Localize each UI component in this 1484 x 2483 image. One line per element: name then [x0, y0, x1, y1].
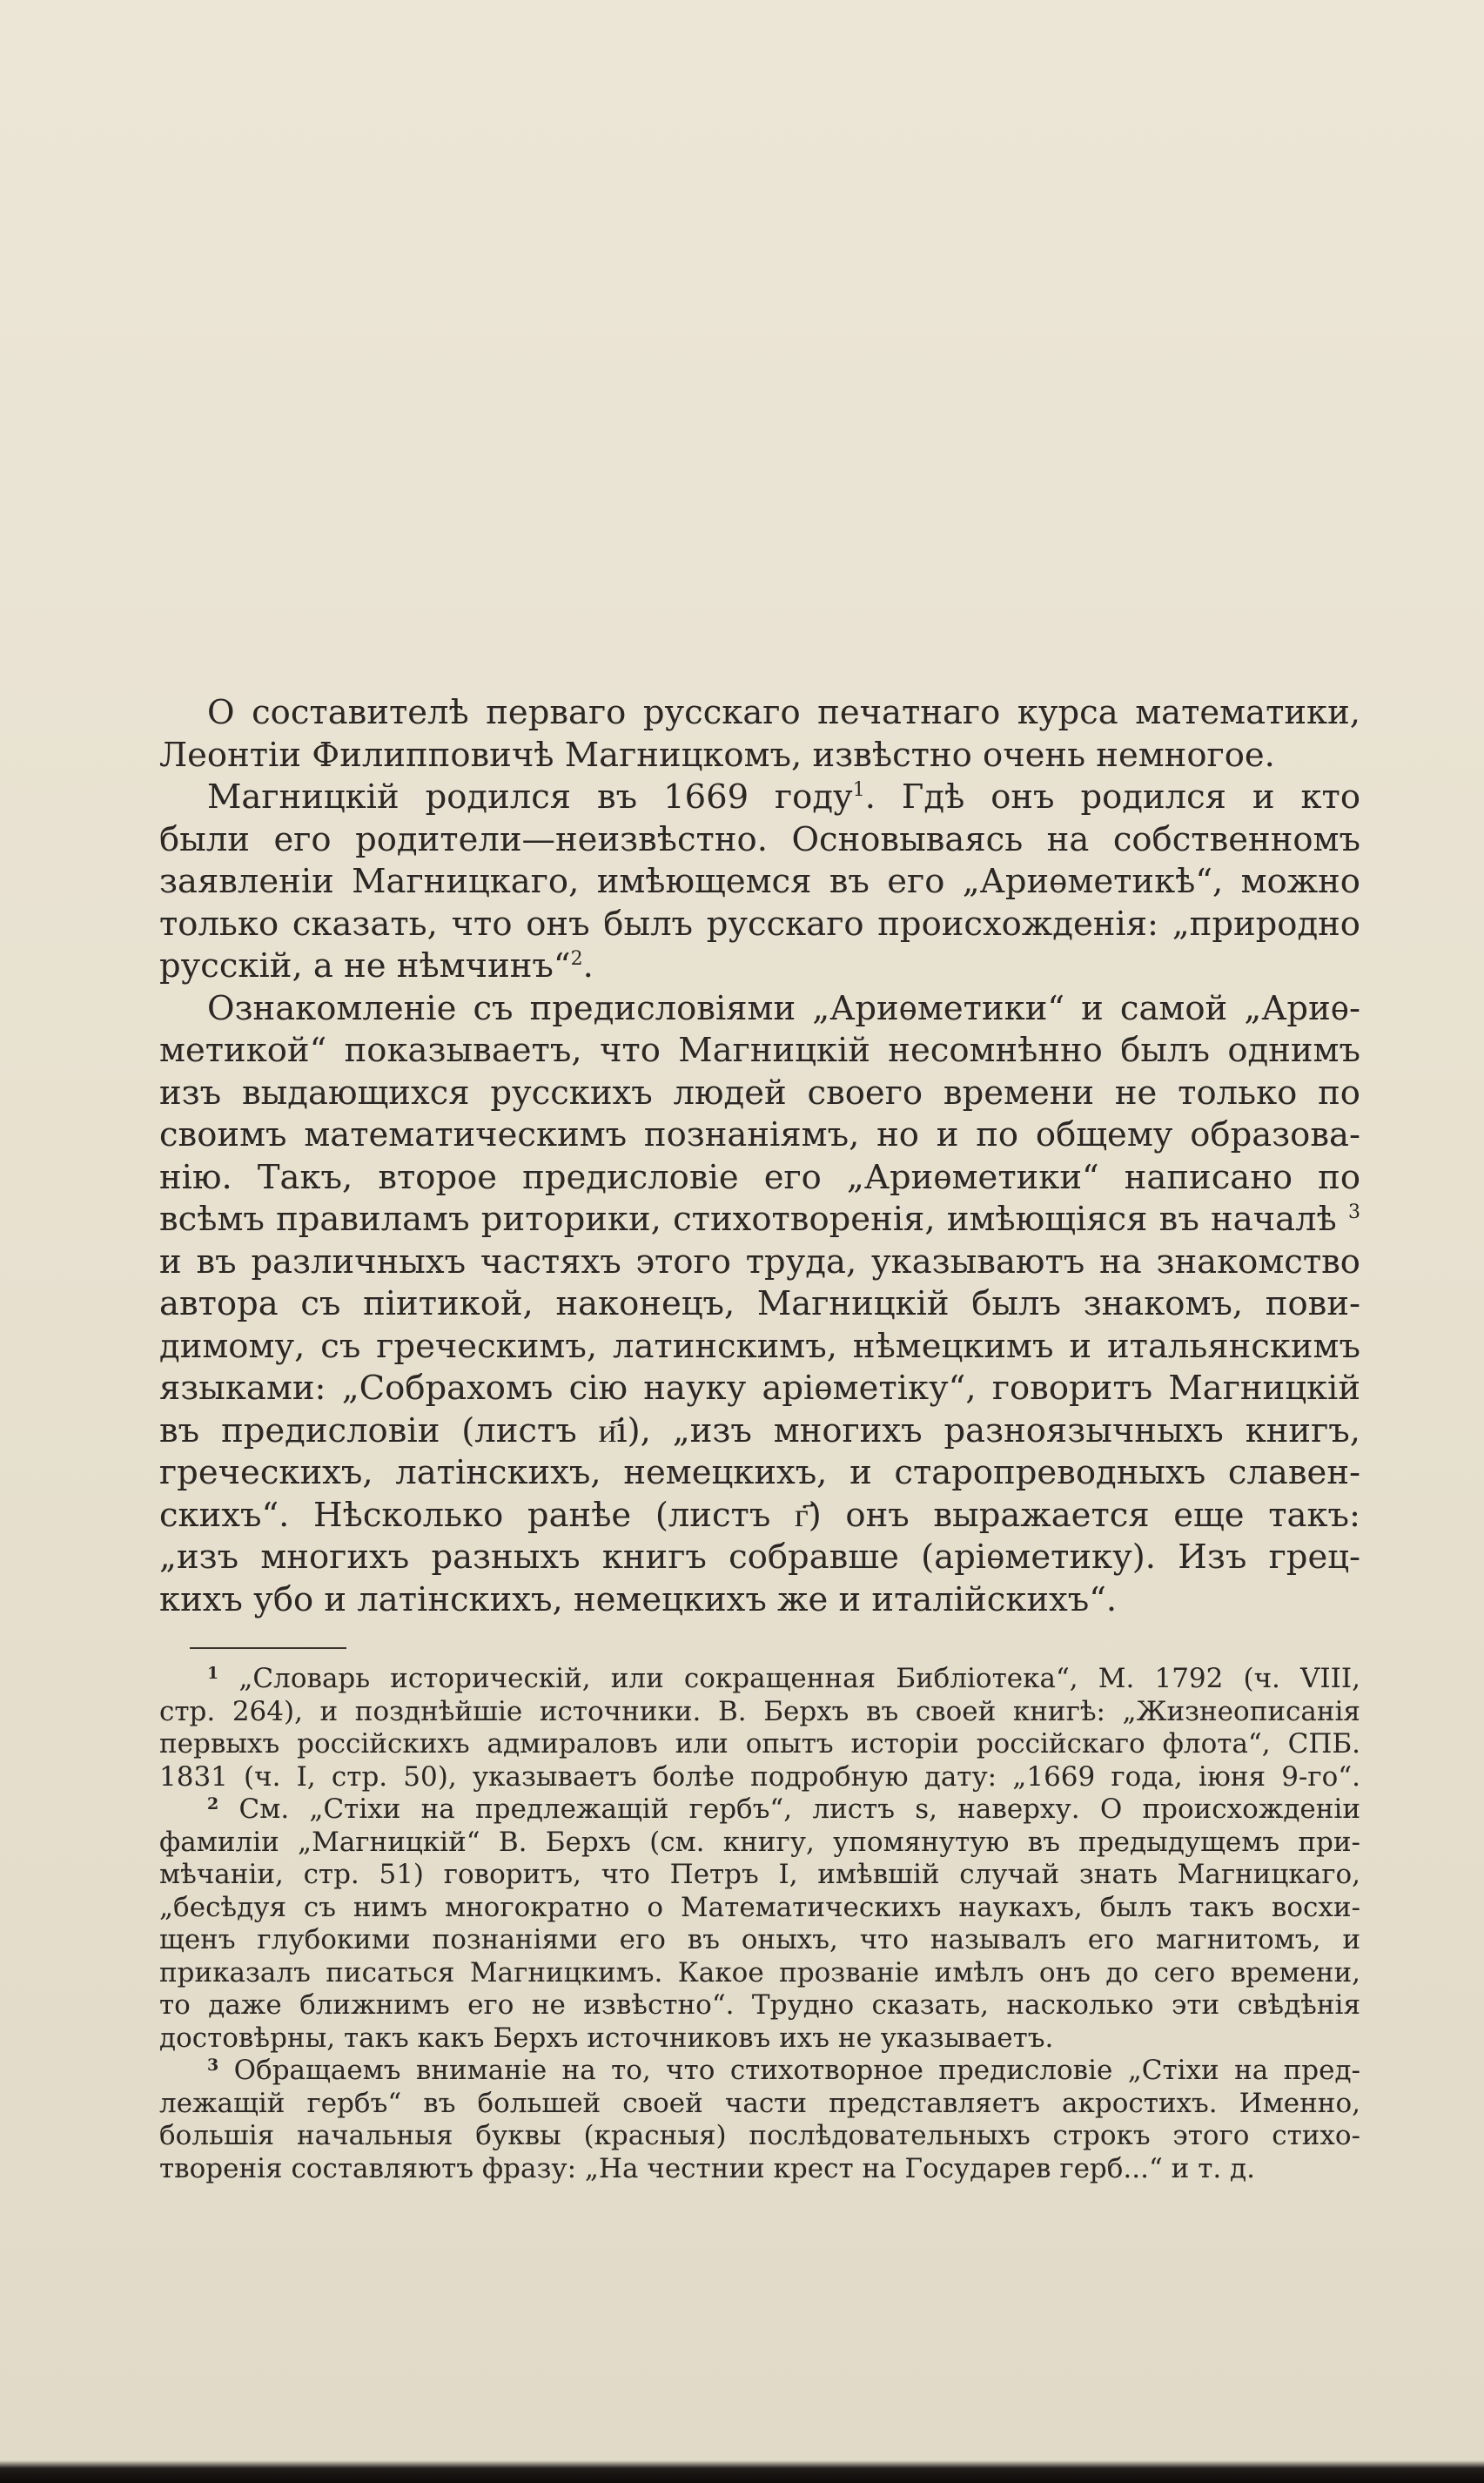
folio-mark: г҃: [794, 1495, 809, 1535]
footnote-line: лежащій гербъ“ въ большей своей части представляетъ акростихъ. Именно,: [159, 2087, 1360, 2119]
text-line: [159, 777, 1360, 819]
footnote-line: „бесѣдуя съ нимъ многократно о Математическихъ наукахъ, былъ такъ восхи-: [159, 1891, 1360, 1923]
footnotes: [159, 1663, 1360, 2185]
text-fragment: „Словарь историческій, или сокращенная Библіотека“, М. 1792 (ч. VIII,: [238, 1663, 1361, 1694]
footnote-line: достовѣрны, такъ какъ Берхъ источниковъ ихъ не указываетъ.: [159, 2022, 1054, 2054]
footnote-line: [159, 2055, 1360, 2088]
footnote-number: 3: [207, 2056, 219, 2075]
footnote-number: 2: [207, 1794, 219, 1813]
footnote-divider: [190, 1647, 346, 1649]
footnote-ref: 2: [570, 948, 583, 970]
text-fragment: русскій, а не нѣмчинъ“: [159, 946, 571, 986]
text-line: заявленіи Магницкаго, имѣющемся въ его „Ариѳметикѣ“, можно: [159, 862, 1360, 901]
footnote-line: стр. 264), и позднѣйшіе источники. В. Берхъ въ своей книгѣ: „Жизнеописанія: [159, 1695, 1360, 1727]
footnote-number: 1: [207, 1664, 219, 1683]
text-fragment: См. „Стіхи на предлежащій гербъ“, листъ: [238, 1793, 895, 1825]
text-line: автора съ піитикой, наконецъ, Магницкій былъ знакомъ, пови-: [159, 1284, 1360, 1323]
footnote-line: фамиліи „Магницкій“ В. Берхъ (см. книгу, упомянутую въ предыдущемъ при-: [159, 1826, 1360, 1858]
footnote-line: большія начальныя буквы (красныя) послѣдовательныхъ строкъ этого стихо-: [159, 2120, 1360, 2151]
footnote-line: приказалъ писаться Магницкимъ. Какое прозваніе имѣлъ онъ до сего времени,: [159, 1956, 1360, 1988]
text-fragment: скихъ“. Нѣсколько ранѣе (листъ: [159, 1495, 771, 1535]
text-line: языками: „Собрахомъ сію науку аріѳметіку“, говоритъ Магницкій: [159, 1369, 1360, 1408]
main-text: [159, 692, 1360, 1621]
text-line: О составителѣ перваго русскаго печатнаго курса математики,: [207, 693, 1360, 732]
text-line: своимъ математическимъ познаніямъ, но и по общему образова-: [159, 1115, 1360, 1154]
text-line: димому, съ греческимъ, латинскимъ, нѣмецкимъ и итальянскимъ: [159, 1326, 1360, 1366]
text-line: изъ выдающихся русскихъ людей своего времени не только по: [159, 1073, 1360, 1113]
text-fragment: Магницкій родился въ 1669 году: [207, 777, 853, 817]
text-line: [159, 1410, 1360, 1453]
text-fragment: . Гдѣ онъ родился и кто: [864, 777, 1361, 817]
text-line: [159, 1199, 1360, 1242]
footnote-line: творенія составляютъ фразу: „На честнии крест на Государев герб...“ и т. д.: [159, 2152, 1255, 2184]
text-line: Леонтіи Филипповичѣ Магницкомъ, извѣстно очень немногое.: [159, 735, 1275, 775]
text-fragment: всѣмъ правиламъ риторики, стихотворенія, имѣющіяся въ началѣ: [159, 1200, 1337, 1239]
text-line: метикой“ показываетъ, что Магницкій несомнѣнно былъ однимъ: [159, 1031, 1360, 1070]
text-fragment: , наверху. О происхожденіи: [929, 1793, 1361, 1825]
text-line: нію. Такъ, второе предисловіе его „Ариѳметики“ написано по: [159, 1157, 1360, 1197]
folio-mark: ѕ: [915, 1793, 930, 1825]
text-fragment: ), „изъ многихъ разноязычныхъ книгъ,: [627, 1410, 1360, 1450]
text-line: [159, 945, 1360, 988]
footnote-line: [159, 1663, 1360, 1696]
footnote-line: первыхъ россійскихъ адмираловъ или опытъ исторіи россійскаго флота“, СПБ.: [159, 1728, 1360, 1760]
footnote-line: щенъ глубокими познаніями его въ оныхъ, что называлъ его магнитомъ, и: [159, 1924, 1360, 1955]
text-line: „изъ многихъ разныхъ книгъ собравше (аріѳметику). Изъ грец-: [159, 1538, 1360, 1577]
text-fragment: въ предисловіи (листъ: [159, 1410, 577, 1450]
footnote-line: 1831 (ч. I, стр. 50), указываетъ болѣе подробную дату: „1669 года, іюня 9-го“.: [159, 1760, 1360, 1793]
text-line: и въ различныхъ частяхъ этого труда, указываютъ на знакомство: [159, 1242, 1360, 1282]
text-fragment: Обращаемъ вниманіе на то, что стихотворное предисловіе „Стіхи на пред-: [233, 2055, 1361, 2086]
footnote-line: то даже ближнимъ его не извѣстно“. Трудно сказать, насколько эти свѣдѣнія: [159, 1989, 1360, 2021]
text-line: Ознакомленіе съ предисловіями „Ариѳметики“ и самой „Ариѳ-: [207, 988, 1360, 1028]
footnote-line: [159, 1793, 1360, 1827]
scan-edge: [0, 2460, 1484, 2483]
text-line: кихъ убо и латінскихъ, немецкихъ же и италійскихъ“.: [159, 1579, 1118, 1619]
text-line: были его родители—неизвѣстно. Основываясь на собственномъ: [159, 819, 1360, 859]
text-line: [159, 1495, 1360, 1538]
text-line: только сказать, что онъ былъ русскаго происхожденія: „природно: [159, 904, 1360, 944]
footnote-ref: 3: [1347, 1201, 1360, 1223]
footnote-ref: 1: [852, 779, 865, 801]
folio-mark: и҃і: [598, 1410, 628, 1450]
footnote-line: мѣчаніи, стр. 51) говоритъ, что Петръ I, имѣвшій случай знать Магницкаго,: [159, 1859, 1360, 1890]
text-line: греческихъ, латінскихъ, немецкихъ, и старопреводныхъ славен-: [159, 1453, 1360, 1492]
text-fragment: ) онъ выражается еще такъ:: [808, 1495, 1361, 1535]
text-fragment: .: [582, 946, 594, 986]
